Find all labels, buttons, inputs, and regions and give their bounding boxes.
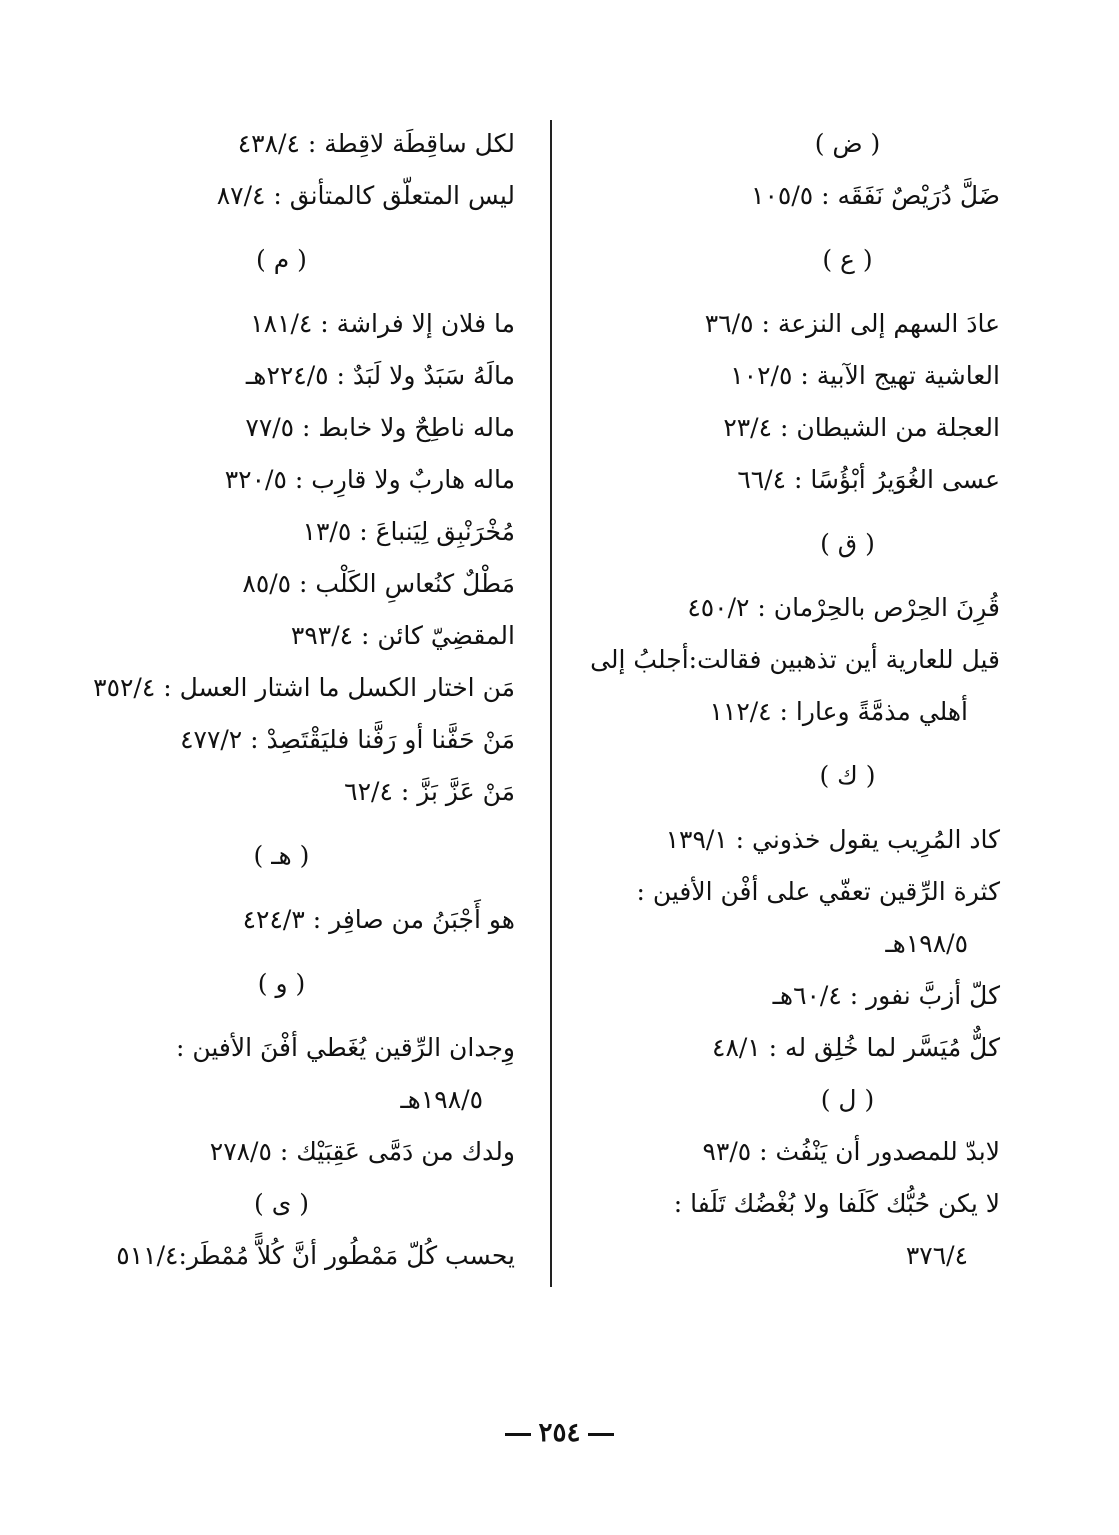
- proverb-entry: مَن اختار الكسل ما اشتار العسل : ٣٥٢/٤: [93, 673, 515, 702]
- proverb-entry: مالَهُ سَبَدٌ ولا لَبَدٌ : ٢٢٤/٥هـ: [245, 361, 515, 390]
- proverb-entry-continuation: أهلي مذمَّةً وعارا : ١١٢/٤: [709, 697, 968, 726]
- proverb-entry: ماله هاربٌ ولا قارِب : ٣٢٠/٥: [224, 465, 515, 494]
- proverb-entry-line: وِجدان الرِّقين يُغَطي أفْنَ الأفين :: [175, 1033, 515, 1062]
- section-heading-mim: ( م ): [256, 245, 307, 274]
- proverb-entry-line: قيل للعارية أين تذهبين فقالت:أجلبُ إلى: [590, 645, 1000, 674]
- proverb-entry: مُخْرَنْبِق لِيَنباعَ : ١٣/٥: [302, 517, 515, 546]
- proverb-entry: العجلة من الشيطان : ٢٣/٤: [723, 413, 1000, 442]
- proverb-entry: هو أَجْبَنُ من صافِر : ٤٢٤/٣: [242, 905, 515, 934]
- proverb-entry: ولدك من دَمَّى عَقِبَيْك : ٢٧٨/٥: [209, 1137, 515, 1166]
- section-heading-qaf: ( ق ): [820, 529, 875, 558]
- proverb-entry: ضَلَّ دُرَيْصٌ نَفَقَه : ١٠٥/٥: [751, 181, 1000, 210]
- section-heading-ha: ( هـ ): [253, 841, 310, 870]
- proverb-entry-continuation: ١٩٨/٥هـ: [885, 929, 968, 958]
- proverb-entry: كلٌّ مُيَسَّر لما خُلِق له : ٤٨/١: [712, 1033, 1000, 1062]
- page-number: ٢٥٤: [538, 1418, 581, 1448]
- footer-dash-left: [505, 1433, 531, 1436]
- section-heading-ain: ( ع ): [822, 245, 873, 274]
- proverb-entry: لابدّ للمصدور أن يَنْفُث : ٩٣/٥: [702, 1137, 1000, 1166]
- section-heading-lam: ( ل ): [820, 1085, 875, 1114]
- proverb-entry: مَنْ حَفَّنا أو رَفَّنا فليَقْتَصِدْ : ٤٧٧/٢: [180, 725, 515, 754]
- proverb-entry: ماله ناطِحٌ ولا خابط : ٧٧/٥: [245, 413, 515, 442]
- proverb-entry: المقضِيّ كائن : ٣٩٣/٤: [290, 621, 515, 650]
- proverb-entry: لكل ساقِطَة لاقِطة : ٤٣٨/٤: [237, 129, 515, 158]
- page-number-footer: [0, 1418, 1119, 1448]
- proverb-entry-line: كثرة الرِّقين تعفّي على أفْن الأفين :: [636, 877, 1000, 906]
- proverb-entry: كلّ أزبَّ نفور : ٦٠/٤هـ: [772, 981, 1000, 1010]
- proverb-entry: ما فلان إلا فراشة : ١٨١/٤: [250, 309, 515, 338]
- proverb-entry: عسى الغُوَيرُ أبْؤُسًا : ٦٦/٤: [737, 465, 1000, 494]
- proverb-entry: يحسب كُلّ مَمْطُور أنَّ كُلاًّ مُمْطَر:٥١١/٤: [116, 1241, 515, 1270]
- proverb-entry: العاشية تهيج الآبية : ١٠٢/٥: [730, 361, 1000, 390]
- proverb-entry: مَنْ عَزَّ بَزَّ : ٦٢/٤: [344, 777, 515, 806]
- footer-dash-right: [588, 1433, 614, 1436]
- proverb-entry: ليس المتعلّق كالمتأنق : ٨٧/٤: [216, 181, 515, 210]
- proverb-entry: مَطْلٌ كنُعاسِ الكَلْب : ٨٥/٥: [242, 569, 515, 598]
- right-column: [585, 118, 1000, 1282]
- proverb-entry-continuation: ٣٧٦/٤: [905, 1241, 968, 1270]
- section-heading-kaf: ( ك ): [819, 761, 876, 790]
- section-heading-waw: ( و ): [257, 969, 306, 998]
- column-divider: [550, 120, 552, 1287]
- proverb-entry: كاد المُرِيب يقول خذوني : ١٣٩/١: [665, 825, 1000, 854]
- proverb-entry: عادَ السهم إلى النزعة : ٣٦/٥: [704, 309, 1000, 338]
- section-heading-ya: ( ى ): [254, 1189, 309, 1218]
- proverb-entry-line: لا يكن حُبُّك كَلَفا ولا بُغْضُك تَلَفا :: [673, 1189, 1000, 1218]
- proverb-entry: قُرِنَ الحِرْص بالحِرْمان : ٤٥٠/٢: [687, 593, 1000, 622]
- proverb-entry-continuation: ١٩٨/٥هـ: [400, 1085, 483, 1114]
- section-heading-dad: ( ض ): [814, 129, 881, 158]
- left-column: [93, 118, 515, 1282]
